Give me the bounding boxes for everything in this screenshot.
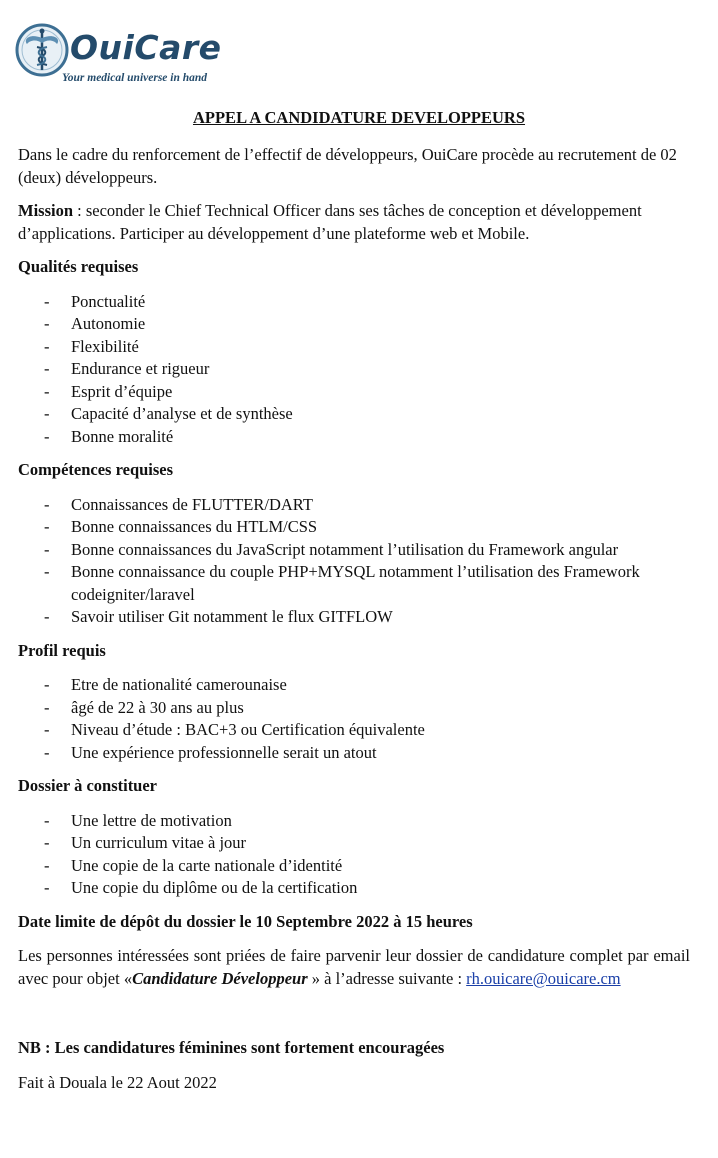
list-item: - Une lettre de motivation xyxy=(18,810,690,833)
list-item: - Esprit d’équipe xyxy=(18,381,690,404)
list-item: - Niveau d’étude : BAC+3 ou Certification équivalente xyxy=(18,719,690,742)
list-item: - Savoir utiliser Git notamment le flux GITFLOW xyxy=(18,606,690,629)
section-heading: Profil requis xyxy=(18,640,106,660)
section-competences xyxy=(18,459,690,629)
caduceus-icon xyxy=(14,22,70,78)
list-item: - Autonomie xyxy=(18,313,690,336)
list-item: - Connaissances de FLUTTER/DART xyxy=(18,494,690,517)
profil-list xyxy=(18,674,690,764)
page-title: APPEL A CANDIDATURE DEVELOPPEURS xyxy=(192,108,526,127)
email-subject: Candidature Développeur xyxy=(132,968,308,988)
list-item: - Ponctualité xyxy=(18,291,690,314)
list-item: - Endurance et rigueur xyxy=(18,358,690,381)
application-text-before: Les personnes intéressées sont priées de faire parvenir leur dossier de candidature complet par email avec pour objet « xyxy=(18,946,690,988)
list-item: - Flexibilité xyxy=(18,336,690,359)
intro-paragraph: Dans le cadre du renforcement de l’effectif de développeurs, OuiCare procède au recrutement de 02 (deux) développeurs. xyxy=(18,145,677,187)
list-item: - Une copie du diplôme ou de la certification xyxy=(18,877,690,900)
application-paragraph xyxy=(18,945,690,990)
list-item: - Une expérience professionnelle serait un atout xyxy=(18,742,690,765)
logo-wordmark: OuiCare xyxy=(70,28,222,67)
section-heading: Qualités requises xyxy=(18,257,139,276)
mission-label: Mission xyxy=(18,201,74,220)
logo-tagline: Your medical universe in hand xyxy=(62,72,208,84)
document-body xyxy=(18,144,690,1105)
list-item: - Etre de nationalité camerounaise xyxy=(18,674,690,697)
section-profil xyxy=(18,640,690,765)
deadline-heading: Date limite de dépôt du dossier le 10 Septembre 2022 à 15 heures xyxy=(18,911,473,931)
list-item: - Un curriculum vitae à jour xyxy=(18,832,690,855)
section-qualites xyxy=(18,256,690,448)
application-text-after: » à l’adresse suivante : xyxy=(307,968,467,988)
list-item: - Bonne connaissances du HTLM/CSS xyxy=(18,516,690,539)
mission-text: : seconder le Chief Technical Officer dans ses tâches de conception et développement d’applications. Participer au développement d’une plateforme web et Mobile. xyxy=(18,201,642,243)
qualites-list xyxy=(18,291,690,449)
signature-line: Fait à Douala le 22 Aout 2022 xyxy=(18,1072,217,1092)
section-heading: Compétences requises xyxy=(18,460,174,479)
mission-paragraph xyxy=(18,200,690,245)
list-item: - Bonne moralité xyxy=(18,426,690,449)
list-item: - Bonne connaissance du couple PHP+MYSQL notamment l’utilisation des Framework codeigniter/laravel xyxy=(18,561,690,606)
section-dossier xyxy=(18,775,690,900)
contact-email-link[interactable]: rh.ouicare@ouicare.cm xyxy=(466,968,621,988)
section-heading: Dossier à constituer xyxy=(18,776,158,795)
list-item: - Une copie de la carte nationale d’identité xyxy=(18,855,690,878)
list-item: - Capacité d’analyse et de synthèse xyxy=(18,403,690,426)
list-item: - âgé de 22 à 30 ans au plus xyxy=(18,697,690,720)
dossier-list xyxy=(18,810,690,900)
company-logo xyxy=(14,22,234,88)
competences-list xyxy=(18,494,690,629)
nb-note: NB : Les candidatures féminines sont fortement encouragées xyxy=(18,1038,445,1057)
list-item: - Bonne connaissances du JavaScript notamment l’utilisation du Framework angular xyxy=(18,539,690,562)
